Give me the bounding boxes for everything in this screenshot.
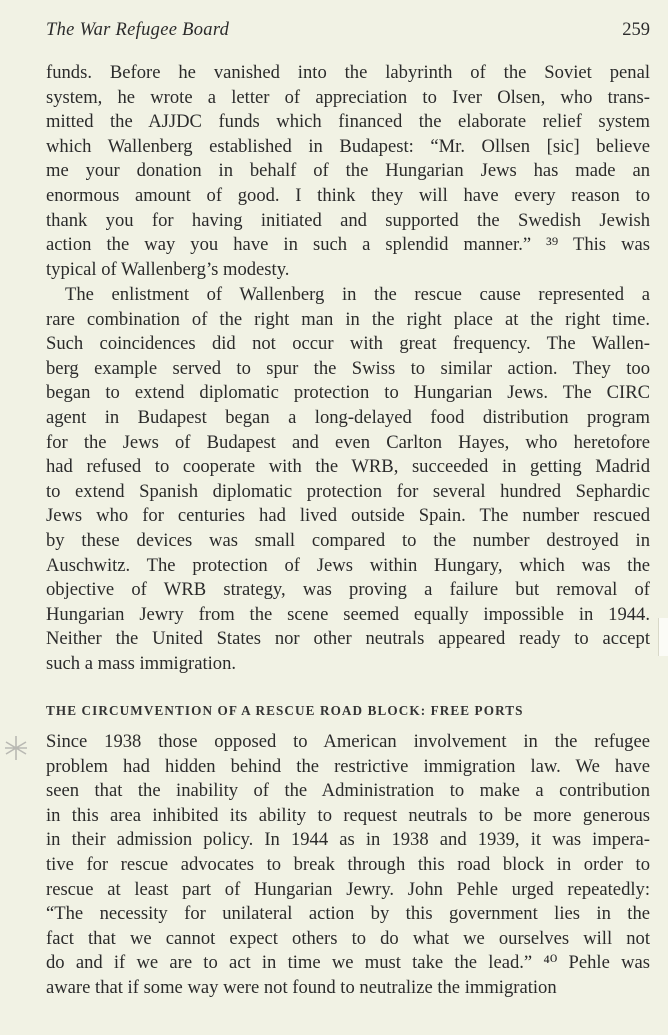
text-line: Auschwitz. The protection of Jews within Hungary, which was the xyxy=(46,554,650,576)
text-line: mitted the AJJDC funds which financed the elaborate relief system xyxy=(46,111,650,133)
section-heading: THE CIRCUMVENTION OF A RESCUE ROAD BLOCK: FREE PORTS xyxy=(46,703,524,718)
text-line: tive for rescue advocates to break through this road block in order to xyxy=(46,853,650,875)
text-line: in their admission policy. In 1944 as in 1938 and 1939, it was impera- xyxy=(46,829,650,851)
text-line: do and if we are to act in time we must take the lead.” ⁴⁰ Pehle was xyxy=(46,952,650,974)
page-edge-sliver xyxy=(658,618,668,656)
text-line: Neither the United States nor other neutrals appeared ready to accept xyxy=(46,628,650,650)
text-line: rare combination of the right man in the right place at the right time. xyxy=(46,308,650,330)
text-line: Since 1938 those opposed to American involvement in the refugee xyxy=(46,731,650,752)
text-line: which Wallenberg established in Budapest: “Mr. Ollsen [sic] believe xyxy=(46,135,650,157)
paragraph-1 xyxy=(46,61,650,282)
text-line: rescue at least part of Hungarian Jewry. John Pehle urged repeatedly: xyxy=(46,878,650,900)
text-line: problem had hidden behind the restrictive immigration law. We have xyxy=(46,755,650,777)
text-line: Jews who for centuries had lived outside Spain. The number rescued xyxy=(46,505,650,527)
text-line: Such coincidences did not occur with great frequency. The Wallen- xyxy=(46,333,650,355)
text-line: “The necessity for unilateral action by this government lies in the xyxy=(46,903,650,925)
text-line: Hungarian Jewry from the scene seemed equally impossible in 1944. xyxy=(46,603,650,625)
paragraph-3 xyxy=(46,730,650,1001)
text-line: fact that we cannot expect others to do what we ourselves will not xyxy=(46,927,650,949)
text-line: for the Jews of Budapest and even Carlton Hayes, who heretofore xyxy=(46,431,650,453)
text-line: enormous amount of good. I think they will have every reason to xyxy=(46,184,650,206)
text-line: had refused to cooperate with the WRB, succeeded in getting Madrid xyxy=(46,456,650,478)
text-line: typical of Wallenberg’s modesty. xyxy=(46,258,290,280)
paragraph-2 xyxy=(46,283,650,677)
text-line: began to extend diplomatic protection to Hungarian Jews. The CIRC xyxy=(46,382,650,404)
text-line: me your donation in behalf of the Hungarian Jews has made an xyxy=(46,160,650,182)
text-line: aware that if some way were not found to neutralize the immigration xyxy=(46,976,557,998)
text-line: such a mass immigration. xyxy=(46,652,237,674)
text-line: seen that the inability of the Administration to make a contribution xyxy=(46,780,650,802)
page-number: 259 xyxy=(622,20,650,40)
text-line: action the way you have in such a splendid manner.” ³⁹ This was xyxy=(46,234,650,256)
text-line: objective of WRB strategy, was proving a failure but removal of xyxy=(46,579,650,601)
running-head xyxy=(46,20,650,44)
text-line: berg example served to spur the Swiss to similar action. They too xyxy=(46,357,650,379)
text-line: thank you for having initiated and supported the Swedish Jewish xyxy=(46,209,650,231)
text-line: funds. Before he vanished into the labyrinth of the Soviet penal xyxy=(46,62,650,83)
text-line: system, he wrote a letter of appreciation to Iver Olsen, who trans- xyxy=(46,86,650,108)
text-line: in this area inhibited its ability to request neutrals to be more generous xyxy=(46,804,650,826)
text-line: agent in Budapest began a long-delayed food distribution program xyxy=(46,406,650,428)
text-line: to extend Spanish diplomatic protection for several hundred Sephardic xyxy=(46,480,650,502)
text-line: The enlistment of Wallenberg in the rescue cause represented a xyxy=(65,284,650,305)
running-head-title: The War Refugee Board xyxy=(46,20,230,40)
margin-pencil-mark-icon xyxy=(2,733,30,763)
text-line: by these devices was small compared to the number destroyed in xyxy=(46,529,650,551)
